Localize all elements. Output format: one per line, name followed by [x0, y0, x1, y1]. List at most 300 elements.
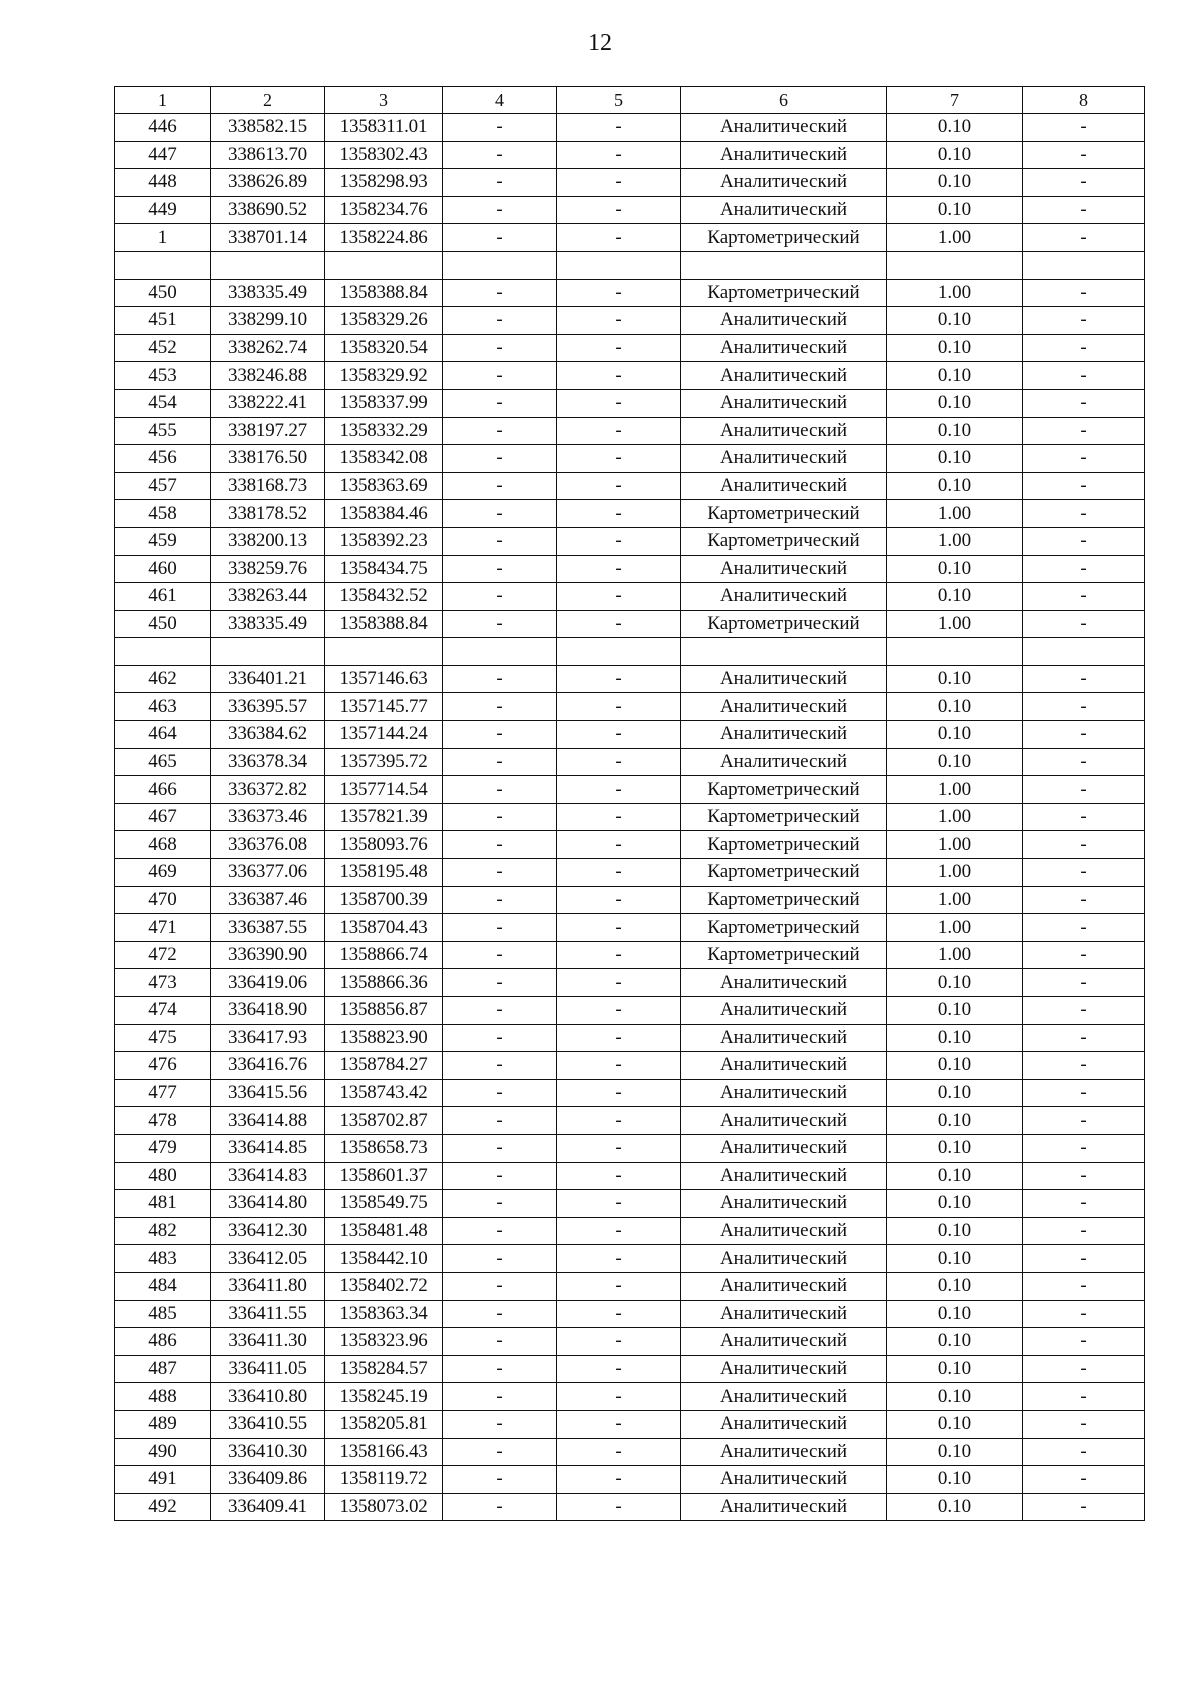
table-cell-col-2: 338582.15	[211, 114, 325, 142]
table-cell-col-1: 477	[115, 1079, 211, 1107]
table-cell-col-4: -	[443, 776, 557, 804]
table-cell-col-7: 0.10	[887, 1438, 1023, 1466]
table-cell-col-7: 0.10	[887, 997, 1023, 1025]
table-cell-col-3: 1358332.29	[325, 417, 443, 445]
table-cell-col-1: 486	[115, 1328, 211, 1356]
table-cell-col-3: 1358329.92	[325, 362, 443, 390]
table-row	[115, 527, 1145, 555]
table-cell-col-3: 1357144.24	[325, 721, 443, 749]
table-cell-col-8: -	[1023, 1300, 1145, 1328]
table-cell-col-5: -	[557, 1355, 681, 1383]
table-cell-col-2: 338246.88	[211, 362, 325, 390]
table-cell-col-7: 0.10	[887, 1079, 1023, 1107]
table-cell-col-5: -	[557, 279, 681, 307]
table-cell-col-4: -	[443, 500, 557, 528]
table-cell-col-2: 336377.06	[211, 859, 325, 887]
table-cell-col-6: Аналитический	[681, 1245, 887, 1273]
table-cell-col-5: -	[557, 307, 681, 335]
table-cell-col-5: -	[557, 1493, 681, 1521]
table-cell-col-1: 479	[115, 1134, 211, 1162]
table-cell-col-8: -	[1023, 583, 1145, 611]
table-cell-col-7	[887, 251, 1023, 279]
table-cell-col-3: 1358658.73	[325, 1134, 443, 1162]
table-cell-col-4: -	[443, 224, 557, 252]
table-cell-col-2: 336410.30	[211, 1438, 325, 1466]
table-cell-col-2	[211, 251, 325, 279]
table-cell-col-3	[325, 638, 443, 666]
table-cell-col-6: Аналитический	[681, 169, 887, 197]
table-cell-col-4: -	[443, 1272, 557, 1300]
table-cell-col-6: Аналитический	[681, 1079, 887, 1107]
table-cell-col-7: 0.10	[887, 1052, 1023, 1080]
table-cell-col-4: -	[443, 1190, 557, 1218]
table-cell-col-1: 484	[115, 1272, 211, 1300]
table-row	[115, 665, 1145, 693]
table-row	[115, 279, 1145, 307]
table-cell-col-8: -	[1023, 831, 1145, 859]
table-row	[115, 141, 1145, 169]
table-cell-col-6: Аналитический	[681, 969, 887, 997]
table-cell-col-4: -	[443, 1217, 557, 1245]
table-cell-col-7: 0.10	[887, 1493, 1023, 1521]
table-cell-col-8: -	[1023, 1052, 1145, 1080]
table-cell-col-7: 0.10	[887, 389, 1023, 417]
table-cell-col-2: 338200.13	[211, 527, 325, 555]
table-cell-col-7: 1.00	[887, 803, 1023, 831]
table-cell-col-7: 0.10	[887, 472, 1023, 500]
table-cell-col-3: 1358549.75	[325, 1190, 443, 1218]
table-cell-col-3: 1358302.43	[325, 141, 443, 169]
table-cell-col-1: 466	[115, 776, 211, 804]
table-cell-col-6: Аналитический	[681, 1272, 887, 1300]
table-cell-col-1: 467	[115, 803, 211, 831]
table-cell-col-8: -	[1023, 224, 1145, 252]
table-cell-col-7: 0.10	[887, 748, 1023, 776]
table-cell-col-6: Аналитический	[681, 1024, 887, 1052]
table-cell-col-6: Аналитический	[681, 1328, 887, 1356]
table-cell-col-7: 0.10	[887, 1245, 1023, 1273]
column-header-2: 2	[211, 87, 325, 114]
table-cell-col-1: 476	[115, 1052, 211, 1080]
table-cell-col-4: -	[443, 196, 557, 224]
table-cell-col-5: -	[557, 527, 681, 555]
table-cell-col-2: 336415.56	[211, 1079, 325, 1107]
table-row	[115, 472, 1145, 500]
column-header-3: 3	[325, 87, 443, 114]
table-row	[115, 1410, 1145, 1438]
table-row	[115, 1493, 1145, 1521]
table-cell-col-8: -	[1023, 748, 1145, 776]
table-cell-col-1: 465	[115, 748, 211, 776]
table-cell-col-6: Аналитический	[681, 748, 887, 776]
table-cell-col-4: -	[443, 1300, 557, 1328]
table-row	[115, 555, 1145, 583]
table-cell-col-3: 1358363.34	[325, 1300, 443, 1328]
table-cell-col-1: 489	[115, 1410, 211, 1438]
table-cell-col-6: Аналитический	[681, 1410, 887, 1438]
table-cell-col-4: -	[443, 583, 557, 611]
table-row	[115, 638, 1145, 666]
table-cell-col-5: -	[557, 859, 681, 887]
table-cell-col-1: 450	[115, 610, 211, 638]
table-cell-col-8: -	[1023, 776, 1145, 804]
table-cell-col-4: -	[443, 1383, 557, 1411]
table-row	[115, 748, 1145, 776]
table-cell-col-3: 1358245.19	[325, 1383, 443, 1411]
table-cell-col-8: -	[1023, 445, 1145, 473]
table-cell-col-1: 482	[115, 1217, 211, 1245]
table-cell-col-2: 336387.55	[211, 914, 325, 942]
table-cell-col-2: 338168.73	[211, 472, 325, 500]
table-row	[115, 1162, 1145, 1190]
table-cell-col-1: 461	[115, 583, 211, 611]
table-cell-col-6: Аналитический	[681, 141, 887, 169]
table-cell-col-4: -	[443, 1328, 557, 1356]
column-header-4: 4	[443, 87, 557, 114]
table-cell-col-4: -	[443, 859, 557, 887]
table-cell-col-2: 338701.14	[211, 224, 325, 252]
table-cell-col-8: -	[1023, 1107, 1145, 1135]
table-cell-col-7	[887, 638, 1023, 666]
table-cell-col-6: Аналитический	[681, 196, 887, 224]
table-cell-col-8: -	[1023, 693, 1145, 721]
table-cell-col-5: -	[557, 1438, 681, 1466]
table-cell-col-6: Аналитический	[681, 555, 887, 583]
table-cell-col-3: 1358298.93	[325, 169, 443, 197]
table-cell-col-5: -	[557, 1245, 681, 1273]
table-cell-col-5: -	[557, 1272, 681, 1300]
table-cell-col-4: -	[443, 1245, 557, 1273]
table-cell-col-5: -	[557, 693, 681, 721]
table-cell-col-5: -	[557, 803, 681, 831]
table-cell-col-1: 473	[115, 969, 211, 997]
table-cell-col-2: 338626.89	[211, 169, 325, 197]
table-cell-col-3: 1358442.10	[325, 1245, 443, 1273]
table-cell-col-4: -	[443, 665, 557, 693]
table-cell-col-2: 336411.80	[211, 1272, 325, 1300]
table-cell-col-1: 460	[115, 555, 211, 583]
table-row	[115, 1272, 1145, 1300]
column-header-6: 6	[681, 87, 887, 114]
table-cell-col-7: 1.00	[887, 859, 1023, 887]
table-cell-col-4: -	[443, 886, 557, 914]
table-cell-col-4: -	[443, 555, 557, 583]
table-cell-col-5: -	[557, 583, 681, 611]
table-cell-col-1: 455	[115, 417, 211, 445]
table-cell-col-6: Картометрический	[681, 941, 887, 969]
table-cell-col-1: 454	[115, 389, 211, 417]
table-cell-col-5: -	[557, 1410, 681, 1438]
table-cell-col-5: -	[557, 1162, 681, 1190]
table-cell-col-3: 1358434.75	[325, 555, 443, 583]
table-row	[115, 196, 1145, 224]
table-cell-col-8: -	[1023, 362, 1145, 390]
table-row	[115, 251, 1145, 279]
table-cell-col-3: 1358481.48	[325, 1217, 443, 1245]
table-cell-col-7: 0.10	[887, 417, 1023, 445]
column-header-8: 8	[1023, 87, 1145, 114]
table-cell-col-3: 1358432.52	[325, 583, 443, 611]
table-cell-col-3: 1357821.39	[325, 803, 443, 831]
table-cell-col-8: -	[1023, 886, 1145, 914]
table-cell-col-8: -	[1023, 334, 1145, 362]
table-cell-col-6: Аналитический	[681, 1134, 887, 1162]
table-cell-col-3: 1358073.02	[325, 1493, 443, 1521]
table-cell-col-7: 0.10	[887, 1162, 1023, 1190]
table-cell-col-1: 485	[115, 1300, 211, 1328]
table-cell-col-5: -	[557, 1052, 681, 1080]
table-cell-col-1	[115, 251, 211, 279]
table-cell-col-3: 1358166.43	[325, 1438, 443, 1466]
table-cell-col-7: 0.10	[887, 1300, 1023, 1328]
table-row	[115, 1024, 1145, 1052]
table-cell-col-6: Картометрический	[681, 224, 887, 252]
table-cell-col-5: -	[557, 665, 681, 693]
table-cell-col-1: 1	[115, 224, 211, 252]
table-cell-col-5: -	[557, 776, 681, 804]
table-cell-col-4: -	[443, 1162, 557, 1190]
table-row	[115, 1328, 1145, 1356]
table-row	[115, 1466, 1145, 1494]
table-cell-col-2: 338178.52	[211, 500, 325, 528]
table-cell-col-2: 336414.88	[211, 1107, 325, 1135]
table-cell-col-5: -	[557, 1190, 681, 1218]
table-cell-col-5: -	[557, 445, 681, 473]
table-cell-col-8: -	[1023, 279, 1145, 307]
table-cell-col-1	[115, 638, 211, 666]
table-cell-col-8	[1023, 251, 1145, 279]
table-cell-col-8: -	[1023, 721, 1145, 749]
table-row	[115, 334, 1145, 362]
table-cell-col-5: -	[557, 886, 681, 914]
table-cell-col-5: -	[557, 748, 681, 776]
table-cell-col-4: -	[443, 997, 557, 1025]
table-cell-col-6: Аналитический	[681, 665, 887, 693]
table-cell-col-2: 336390.90	[211, 941, 325, 969]
table-cell-col-2: 338197.27	[211, 417, 325, 445]
table-cell-col-3: 1357146.63	[325, 665, 443, 693]
table-cell-col-4: -	[443, 362, 557, 390]
table-cell-col-8: -	[1023, 1493, 1145, 1521]
table-cell-col-8: -	[1023, 914, 1145, 942]
table-cell-col-6: Аналитический	[681, 307, 887, 335]
table-cell-col-4: -	[443, 527, 557, 555]
table-cell-col-3: 1358205.81	[325, 1410, 443, 1438]
table-cell-col-8: -	[1023, 803, 1145, 831]
table-cell-col-1: 475	[115, 1024, 211, 1052]
table-cell-col-1: 483	[115, 1245, 211, 1273]
table-cell-col-2: 338335.49	[211, 279, 325, 307]
table-cell-col-6: Картометрический	[681, 527, 887, 555]
table-cell-col-4: -	[443, 803, 557, 831]
table-cell-col-7: 0.10	[887, 1355, 1023, 1383]
table-cell-col-7: 1.00	[887, 831, 1023, 859]
table-cell-col-8: -	[1023, 1355, 1145, 1383]
table-cell-col-1: 448	[115, 169, 211, 197]
table-cell-col-2	[211, 638, 325, 666]
table-cell-col-7: 1.00	[887, 914, 1023, 942]
table-cell-col-8: -	[1023, 555, 1145, 583]
table-cell-col-6: Картометрический	[681, 500, 887, 528]
table-cell-col-5: -	[557, 1328, 681, 1356]
table-cell-col-6: Картометрический	[681, 803, 887, 831]
table-cell-col-1: 452	[115, 334, 211, 362]
table-cell-col-1: 474	[115, 997, 211, 1025]
table-cell-col-6: Аналитический	[681, 1493, 887, 1521]
table-cell-col-5: -	[557, 472, 681, 500]
table-cell-col-3: 1358342.08	[325, 445, 443, 473]
table-cell-col-3: 1358866.36	[325, 969, 443, 997]
table-cell-col-1: 468	[115, 831, 211, 859]
table-cell-col-3	[325, 251, 443, 279]
table-row	[115, 1134, 1145, 1162]
table-row	[115, 969, 1145, 997]
table-cell-col-5: -	[557, 1079, 681, 1107]
table-cell-col-1: 471	[115, 914, 211, 942]
table-cell-col-7: 0.10	[887, 1466, 1023, 1494]
table-cell-col-7: 1.00	[887, 776, 1023, 804]
table-cell-col-8: -	[1023, 665, 1145, 693]
table-cell-col-3: 1358329.26	[325, 307, 443, 335]
table-cell-col-6: Аналитический	[681, 997, 887, 1025]
table-cell-col-2: 338259.76	[211, 555, 325, 583]
table-cell-col-5: -	[557, 169, 681, 197]
table-cell-col-7: 0.10	[887, 1134, 1023, 1162]
table-cell-col-7: 0.10	[887, 307, 1023, 335]
table-cell-col-7: 0.10	[887, 169, 1023, 197]
table-cell-col-7: 1.00	[887, 886, 1023, 914]
table-cell-col-2: 336409.86	[211, 1466, 325, 1494]
table-cell-col-2: 336412.05	[211, 1245, 325, 1273]
table-cell-col-8: -	[1023, 1438, 1145, 1466]
table-cell-col-5: -	[557, 362, 681, 390]
table-cell-col-6: Аналитический	[681, 1355, 887, 1383]
table-cell-col-7: 0.10	[887, 693, 1023, 721]
table-cell-col-2: 338299.10	[211, 307, 325, 335]
table-cell-col-2: 338335.49	[211, 610, 325, 638]
table-cell-col-2: 336411.30	[211, 1328, 325, 1356]
table-cell-col-2: 336414.83	[211, 1162, 325, 1190]
table-cell-col-6: Картометрический	[681, 279, 887, 307]
table-cell-col-7: 0.10	[887, 1217, 1023, 1245]
table-cell-col-4	[443, 638, 557, 666]
table-cell-col-8: -	[1023, 527, 1145, 555]
table-cell-col-6: Картометрический	[681, 610, 887, 638]
table-header-row	[115, 87, 1145, 114]
table-cell-col-8: -	[1023, 169, 1145, 197]
table-cell-col-1: 456	[115, 445, 211, 473]
table-cell-col-7: 0.10	[887, 555, 1023, 583]
table-cell-col-1: 451	[115, 307, 211, 335]
table-cell-col-4: -	[443, 334, 557, 362]
table-cell-col-8: -	[1023, 1272, 1145, 1300]
table-cell-col-3: 1358234.76	[325, 196, 443, 224]
table-cell-col-8: -	[1023, 500, 1145, 528]
table-row	[115, 307, 1145, 335]
table-cell-col-5: -	[557, 1466, 681, 1494]
table-cell-col-4: -	[443, 748, 557, 776]
table-cell-col-4: -	[443, 1052, 557, 1080]
table-cell-col-1: 488	[115, 1383, 211, 1411]
table-cell-col-4: -	[443, 1024, 557, 1052]
table-row	[115, 1355, 1145, 1383]
table-cell-col-5: -	[557, 721, 681, 749]
table-cell-col-1: 492	[115, 1493, 211, 1521]
table-cell-col-7: 0.10	[887, 721, 1023, 749]
table-cell-col-4: -	[443, 114, 557, 142]
table-cell-col-1: 472	[115, 941, 211, 969]
table-row	[115, 500, 1145, 528]
table-cell-col-7: 1.00	[887, 941, 1023, 969]
table-cell-col-4: -	[443, 721, 557, 749]
table-cell-col-7: 0.10	[887, 1024, 1023, 1052]
table-row	[115, 831, 1145, 859]
table-row	[115, 693, 1145, 721]
table-cell-col-7: 0.10	[887, 1190, 1023, 1218]
table-cell-col-5: -	[557, 831, 681, 859]
table-cell-col-2: 336411.05	[211, 1355, 325, 1383]
table-cell-col-7: 0.10	[887, 114, 1023, 142]
page-number: 12	[588, 30, 612, 56]
table-cell-col-8: -	[1023, 196, 1145, 224]
table-cell-col-5: -	[557, 334, 681, 362]
table-cell-col-5: -	[557, 969, 681, 997]
table-cell-col-5: -	[557, 1134, 681, 1162]
table-row	[115, 859, 1145, 887]
table-cell-col-3: 1358402.72	[325, 1272, 443, 1300]
table-cell-col-6: Картометрический	[681, 859, 887, 887]
table-cell-col-6: Аналитический	[681, 693, 887, 721]
table-cell-col-8: -	[1023, 1328, 1145, 1356]
table-cell-col-8: -	[1023, 1134, 1145, 1162]
table-cell-col-5: -	[557, 914, 681, 942]
table-cell-col-4: -	[443, 389, 557, 417]
table-cell-col-3: 1358119.72	[325, 1466, 443, 1494]
table-cell-col-6: Аналитический	[681, 114, 887, 142]
table-cell-col-2: 336410.80	[211, 1383, 325, 1411]
table-cell-col-3: 1358856.87	[325, 997, 443, 1025]
table-row	[115, 1383, 1145, 1411]
table-cell-col-1: 453	[115, 362, 211, 390]
table-cell-col-3: 1358284.57	[325, 1355, 443, 1383]
table-cell-col-5: -	[557, 1107, 681, 1135]
table-cell-col-3: 1357714.54	[325, 776, 443, 804]
table-cell-col-7: 0.10	[887, 583, 1023, 611]
table-cell-col-7: 1.00	[887, 224, 1023, 252]
table-row	[115, 914, 1145, 942]
table-cell-col-8: -	[1023, 969, 1145, 997]
table-cell-col-5: -	[557, 389, 681, 417]
table-cell-col-6: Аналитический	[681, 389, 887, 417]
table-cell-col-6: Аналитический	[681, 362, 887, 390]
table-cell-col-1: 481	[115, 1190, 211, 1218]
table-cell-col-7: 0.10	[887, 1107, 1023, 1135]
table-cell-col-1: 462	[115, 665, 211, 693]
table-row	[115, 997, 1145, 1025]
table-cell-col-7: 0.10	[887, 1383, 1023, 1411]
table-row	[115, 1245, 1145, 1273]
table-cell-col-7: 1.00	[887, 279, 1023, 307]
table-cell-col-2: 338222.41	[211, 389, 325, 417]
table-cell-col-2: 336417.93	[211, 1024, 325, 1052]
table-cell-col-3: 1358866.74	[325, 941, 443, 969]
table-cell-col-8: -	[1023, 1217, 1145, 1245]
table-row	[115, 1438, 1145, 1466]
table-cell-col-1: 490	[115, 1438, 211, 1466]
table-cell-col-2: 338262.74	[211, 334, 325, 362]
table-cell-col-8: -	[1023, 1466, 1145, 1494]
table-cell-col-3: 1358093.76	[325, 831, 443, 859]
